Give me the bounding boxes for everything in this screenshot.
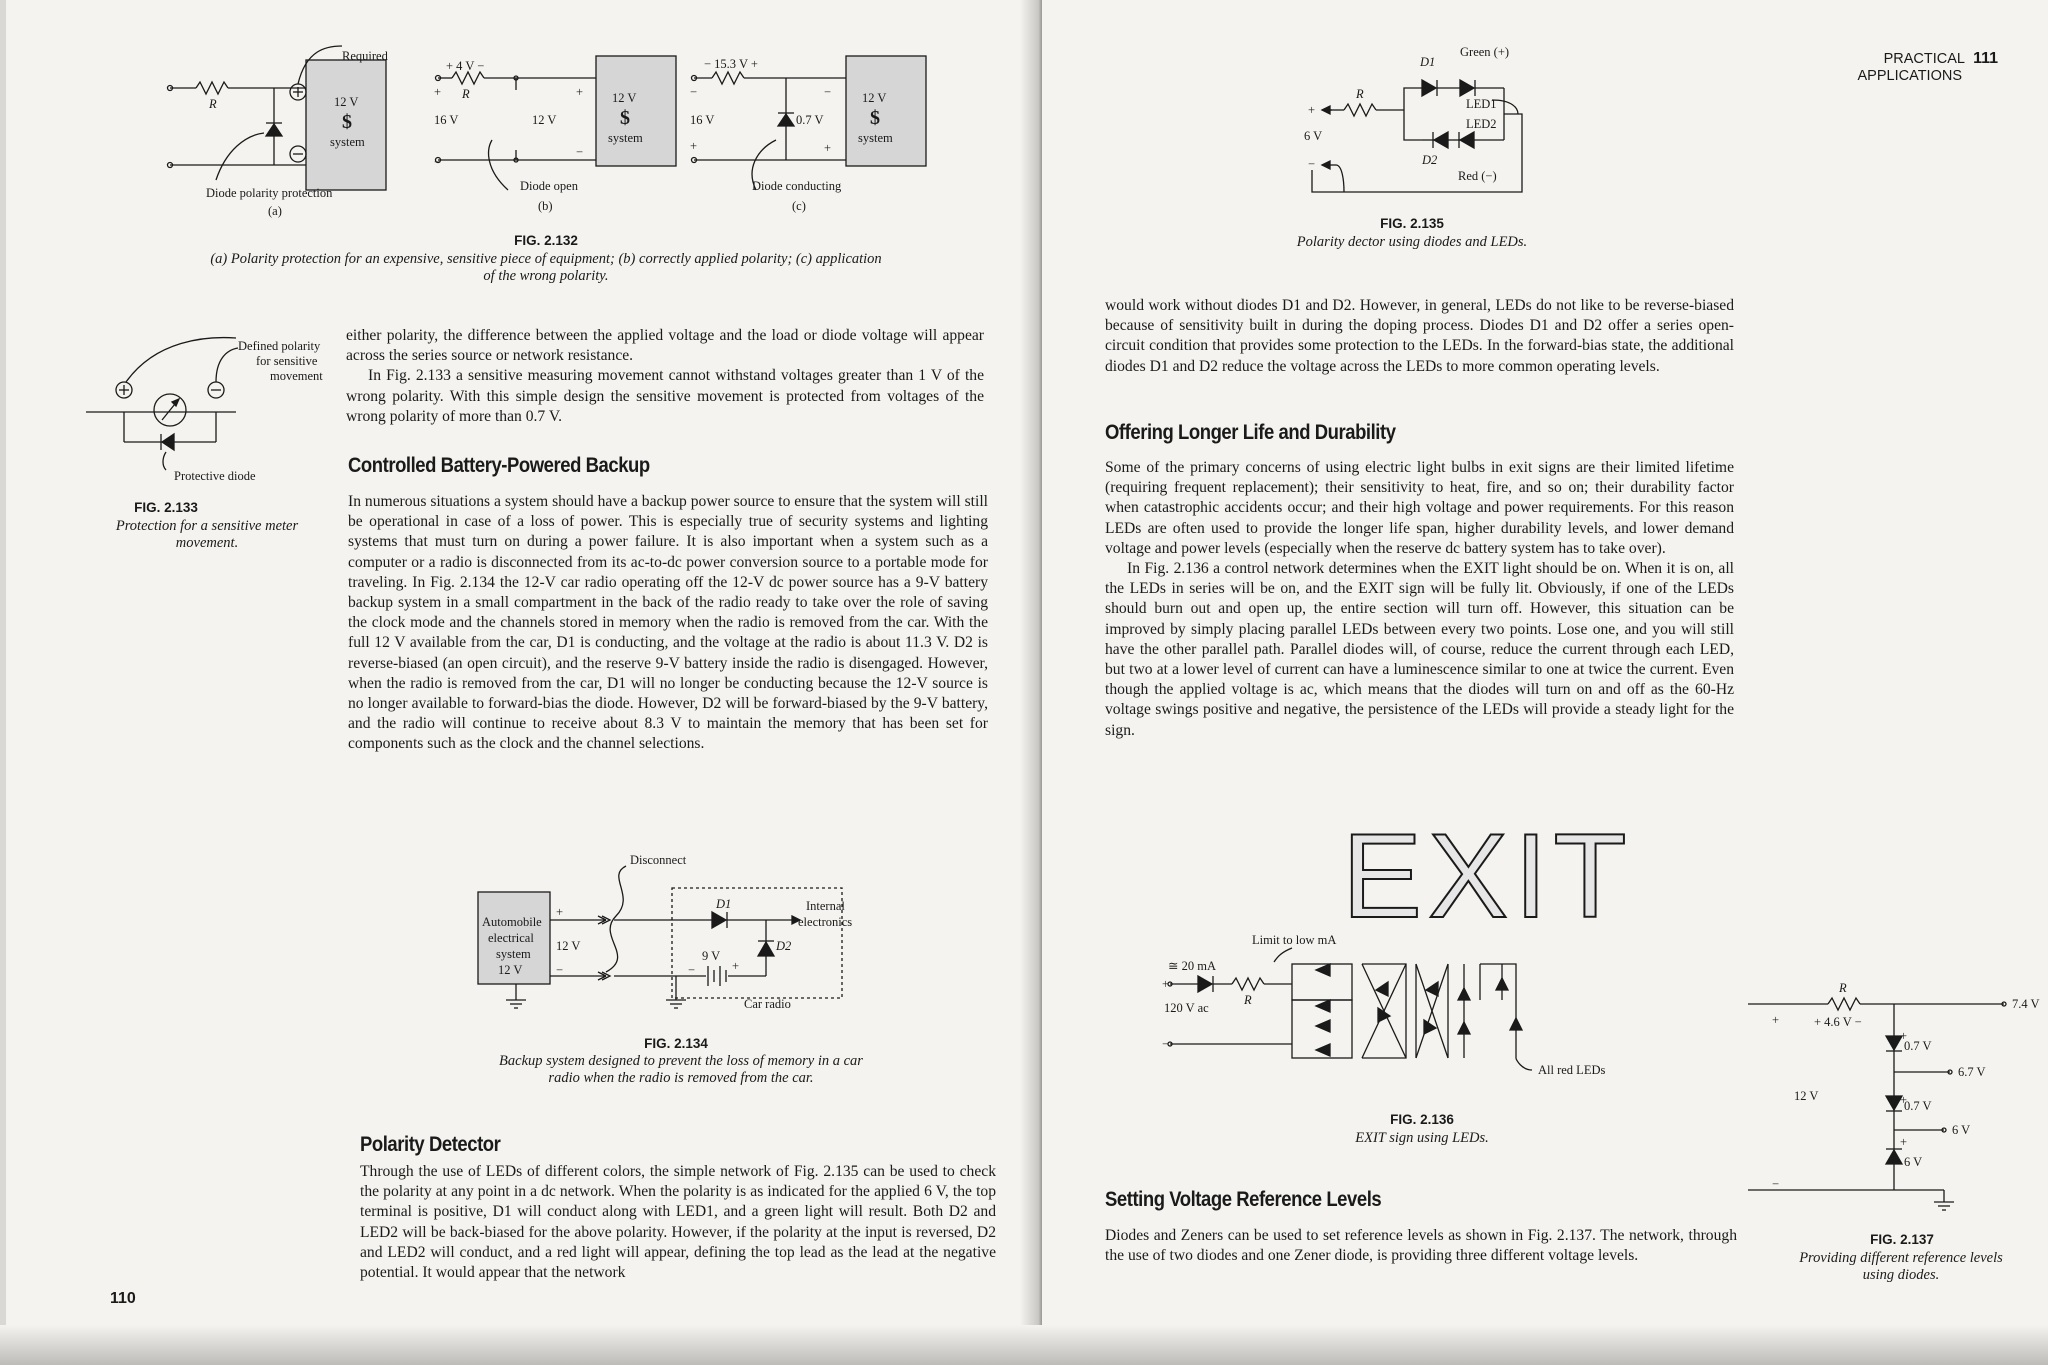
fig136-current: ≅ 20 mA	[1168, 959, 1216, 973]
fig132a-note: Diode polarity protection	[206, 186, 333, 200]
svg-text:−: −	[556, 963, 564, 977]
fig134-d2: D2	[776, 939, 792, 953]
fig136-r: R	[1244, 993, 1252, 1007]
fig-2-137-caption: Providing different reference levels using diodes.	[1799, 1250, 2003, 1283]
fig132c-box-name: system	[858, 131, 893, 145]
fig-2-136-caption: EXIT sign using LEDs.	[1355, 1130, 1489, 1146]
page-number-left: 110	[110, 1290, 136, 1307]
fig134-d1: D1	[716, 897, 732, 911]
life-section	[1105, 458, 1734, 741]
fig134-radio: Car radio	[744, 997, 791, 1011]
fig132b-sub: (b)	[538, 199, 553, 213]
svg-text:+: +	[1772, 1013, 1780, 1027]
fig136-limit: Limit to low mA	[1252, 933, 1337, 947]
running-head-2: APPLICATIONS	[1857, 68, 1962, 84]
svg-text:+: +	[1900, 1029, 1908, 1043]
fig135-led2: LED2	[1466, 117, 1497, 131]
svg-text:−: −	[1162, 1037, 1170, 1051]
fig132b-source: 16 V	[434, 113, 459, 127]
fig-2-134-label: FIG. 2.134	[644, 1036, 708, 1051]
polarity-section	[360, 1162, 996, 1283]
para-backup: In numerous situations a system should have a backup power source to ensure that the system will still be operational in case of a loss of power. This is especially true of security systems and lighting systems that must turn on during a power failure. It is also important when a system such as a computer or a radio is disconnected from its ac-to-dc power conversion source to a portable mode for traveling. In Fig. 2.134 the 12-V car radio operating off the 12-V dc power source has a 9-V battery backup system in a small compartment in the back of the radio ready to take over the role of saving the clock mode and the channels stored in memory when the radio is removed from the car. With the full 12 V available from the car, D1 is conducting, and the voltage at the radio is about 11.3 V. D2 is reverse-biased (an open circuit), and the reserve 9-V battery inside the radio is disengaged. However, when the radio is removed from the car, D1 will no longer be conducting because the 12-V source is no longer available to forward-bias the diode. However, D2 will be forward-biased by the 9-V battery, and the radio will continue to receive about 8.3 V to maintain the memory that has been set for components such as the clock and the channel selections.	[348, 493, 988, 753]
fig137-out3: 6 V	[1952, 1123, 1971, 1137]
fig134-auto2: electrical	[488, 931, 534, 945]
fig-2-132c	[690, 56, 926, 213]
fig132a-required: Required	[342, 49, 388, 63]
fig134-electronics: electronics	[798, 915, 853, 929]
heading-ref: Setting Voltage Reference Levels	[1105, 1188, 1382, 1211]
fig137-d1: 0.7 V	[1904, 1039, 1932, 1053]
fig134-auto1: Automobile	[482, 915, 542, 929]
page-number-right: 111	[1973, 50, 1998, 67]
running-head	[1802, 50, 1998, 85]
fig-2-134-caption: Backup system designed to prevent the loss of memory in a car radio when the radio is removed from the car.	[499, 1053, 863, 1086]
running-head-1: PRACTICAL 111	[1883, 50, 1998, 67]
fig135-red: Red (−)	[1458, 169, 1497, 183]
fig132c-box-v: 12 V	[862, 91, 887, 105]
fig134-internal: Internal	[806, 899, 845, 913]
fig-2-132a	[168, 46, 389, 218]
fig132b-box-sym: $	[620, 107, 630, 129]
svg-text:−: −	[434, 155, 442, 169]
svg-text:−: −	[688, 963, 696, 977]
fig-2-137-label: FIG. 2.137	[1870, 1232, 1934, 1247]
svg-text:−: −	[824, 85, 832, 99]
fig-2-133-label: FIG. 2.133	[134, 500, 198, 515]
fig132b-load: 12 V	[532, 113, 557, 127]
fig-2-133-caption: Protection for a sensitive meter movement.	[115, 518, 299, 551]
fig-2-136-diagram	[1162, 930, 1622, 1110]
svg-text:+: +	[824, 141, 832, 155]
intro-paragraphs	[346, 326, 984, 427]
fig132b-note: Diode open	[520, 179, 578, 193]
fig-2-135-diagram	[1282, 40, 1642, 210]
svg-text:+: +	[1162, 977, 1170, 991]
ref-section	[1105, 1226, 1737, 1266]
fig137-source: 12 V	[1794, 1089, 1819, 1103]
fig132a-r: R	[209, 97, 217, 111]
fig-2-137-diagram	[1744, 980, 2044, 1220]
fig132b-box-name: system	[608, 131, 643, 145]
svg-text:+: +	[732, 959, 740, 973]
fig134-disconnect: Disconnect	[630, 853, 687, 867]
fig132c-drop: − 15.3 V +	[704, 57, 758, 71]
svg-text:+: +	[1900, 1135, 1908, 1149]
svg-text:−: −	[1308, 157, 1316, 171]
fig132c-box-sym: $	[870, 107, 880, 129]
svg-text:+: +	[690, 139, 698, 153]
fig-2-132-label: FIG. 2.132	[514, 233, 578, 248]
svg-text:+: +	[1900, 1093, 1908, 1107]
continuation-section	[1105, 296, 1734, 377]
fig137-z: 6 V	[1904, 1155, 1923, 1169]
fig132c-sub: (c)	[792, 199, 806, 213]
backup-section	[348, 492, 988, 755]
svg-text:+: +	[434, 85, 442, 99]
fig133-defined: Defined polarity	[238, 339, 321, 353]
para-ref: Diodes and Zeners can be used to set reference levels as shown in Fig. 2.137. The network, through the use of two diodes and one Zener diode, is providing three different voltage levels.	[1105, 1227, 1737, 1265]
fig134-battery: 9 V	[702, 949, 721, 963]
heading-life: Offering Longer Life and Durability	[1105, 421, 1396, 444]
fig137-r: R	[1839, 981, 1847, 995]
fig132b-drop: + 4 V −	[446, 59, 485, 73]
fig-2-133-diagram	[76, 330, 336, 490]
fig136-leds: All red LEDs	[1538, 1063, 1606, 1077]
heading-polarity: Polarity Detector	[360, 1133, 501, 1156]
para-intro-2: In Fig. 2.133 a sensitive measuring movement cannot withstand voltages greater than 1 V of the wrong polarity. With this simple design the sensitive movement is protected from voltages of the wrong polarity of more than 0.7 V.	[346, 367, 984, 425]
fig-2-134-diagram	[476, 846, 876, 1036]
heading-backup: Controlled Battery-Powered Backup	[348, 454, 650, 477]
fig133-defined3: movement	[270, 369, 323, 383]
fig132a-sub: (a)	[268, 204, 282, 218]
page-bottom-edge	[0, 1325, 2048, 1365]
fig-2-136-label: FIG. 2.136	[1390, 1112, 1454, 1127]
fig-2-132-caption: (a) Polarity protection for an expensive, sensitive piece of equipment; (b) correctly applied polarity; (c) application of the wrong polarity.	[210, 251, 882, 284]
svg-text:−: −	[576, 145, 584, 159]
fig135-led1: LED1	[1466, 97, 1497, 111]
fig-2-132-diagram	[156, 40, 956, 220]
svg-text:+: +	[576, 85, 584, 99]
exit-sign-letters: EXIT	[1342, 809, 1633, 943]
fig132a-box-name: system	[330, 135, 365, 149]
fig137-vr: + 4.6 V −	[1814, 1015, 1862, 1029]
fig137-out1: 7.4 V	[2012, 997, 2040, 1011]
fig134-auto4: 12 V	[498, 963, 523, 977]
fig135-r: R	[1356, 87, 1364, 101]
fig132c-note: Diode conducting	[752, 179, 842, 193]
svg-text:+: +	[556, 905, 564, 919]
fig-2-135-caption: Polarity dector using diodes and LEDs.	[1296, 234, 1528, 250]
fig132b-r: R	[462, 87, 470, 101]
fig136-source: 120 V ac	[1164, 1001, 1209, 1015]
fig-2-132b	[434, 56, 676, 213]
fig134-12v: 12 V	[556, 939, 581, 953]
fig133-diode: Protective diode	[174, 469, 256, 483]
fig135-v: 6 V	[1304, 129, 1323, 143]
fig135-green: Green (+)	[1460, 45, 1510, 59]
para-polarity: Through the use of LEDs of different colors, the simple network of Fig. 2.135 can be used to check the polarity at any point in a dc network. When the polarity is as indicated for the applied 6 V, the top terminal is positive, D1 will conduct along with LED1, and a green light will result. Both D2 and LED2 will be back-biased for the above polarity. However, if the polarity at the input is reversed, D2 and LED2 will conduct, and a red light will appear, defining the top lead as the lead at the negative potential. It would appear that the network	[360, 1163, 996, 1282]
para-life-1: Some of the primary concerns of using electric light bulbs in exit signs are their limited lifetime (requiring frequent replacement); their sensitivity to heat, fire, and so on; their durability factor when catastrophic accidents occur; and their high voltage and power requirements. For this reason LEDs are often used to provide the longer life span, higher durability levels, and lower demand voltage and power levels (especially when the reserve dc battery system has to take over).	[1105, 459, 1734, 557]
fig133-defined2: for sensitive	[256, 354, 318, 368]
fig137-d2: 0.7 V	[1904, 1099, 1932, 1113]
fig-2-135-label: FIG. 2.135	[1380, 216, 1444, 231]
fig132a-box-v: 12 V	[334, 95, 359, 109]
fig132a-box-sym: $	[342, 111, 352, 133]
right-page	[1042, 0, 2048, 1365]
para-life-2: In Fig. 2.136 a control network determines when the EXIT light should be on. When it is on, all the LEDs in series will be on, and the EXIT sign will be fully lit. Obviously, if one of the LEDs should burn out and open up, the entire section will turn off. However, this situation can be improved by simply placing parallel LEDs between every two points. Lose one, and you will still have the other parallel path. Parallel diodes will, of course, reduce the current through each LED, but two at a lower level of current can have a luminescence similar to one at twice the current. Even though the applied voltage is ac, which means that the diodes will turn on and off as the 60-Hz voltage swings positive and negative, the persistence of the LEDs will provide a steady light for the sign.	[1105, 560, 1734, 739]
fig135-d1: D1	[1420, 55, 1436, 69]
fig132b-box-v: 12 V	[612, 91, 637, 105]
svg-text:−: −	[690, 85, 698, 99]
fig132c-diode-v: 0.7 V	[796, 113, 824, 127]
para-intro-1: either polarity, the difference between the applied voltage and the load or diode voltage will appear across the series source or network resistance.	[346, 327, 984, 365]
para-continuation: would work without diodes D1 and D2. However, in general, LEDs do not like to be reverse-biased because of sensitivity built in during the doping process. Diodes D1 and D2 offer a series open-circuit condition that provides some protection to the LEDs. In the forward-bias state, the additional diodes D1 and D2 reduce the voltage across the LEDs to more common operating levels.	[1105, 297, 1734, 375]
fig137-out2: 6.7 V	[1958, 1065, 1986, 1079]
svg-text:−: −	[1772, 1177, 1780, 1191]
svg-text:+: +	[1308, 103, 1316, 117]
fig134-auto3: system	[496, 947, 531, 961]
fig135-d2: D2	[1422, 153, 1438, 167]
fig132c-source: 16 V	[690, 113, 715, 127]
